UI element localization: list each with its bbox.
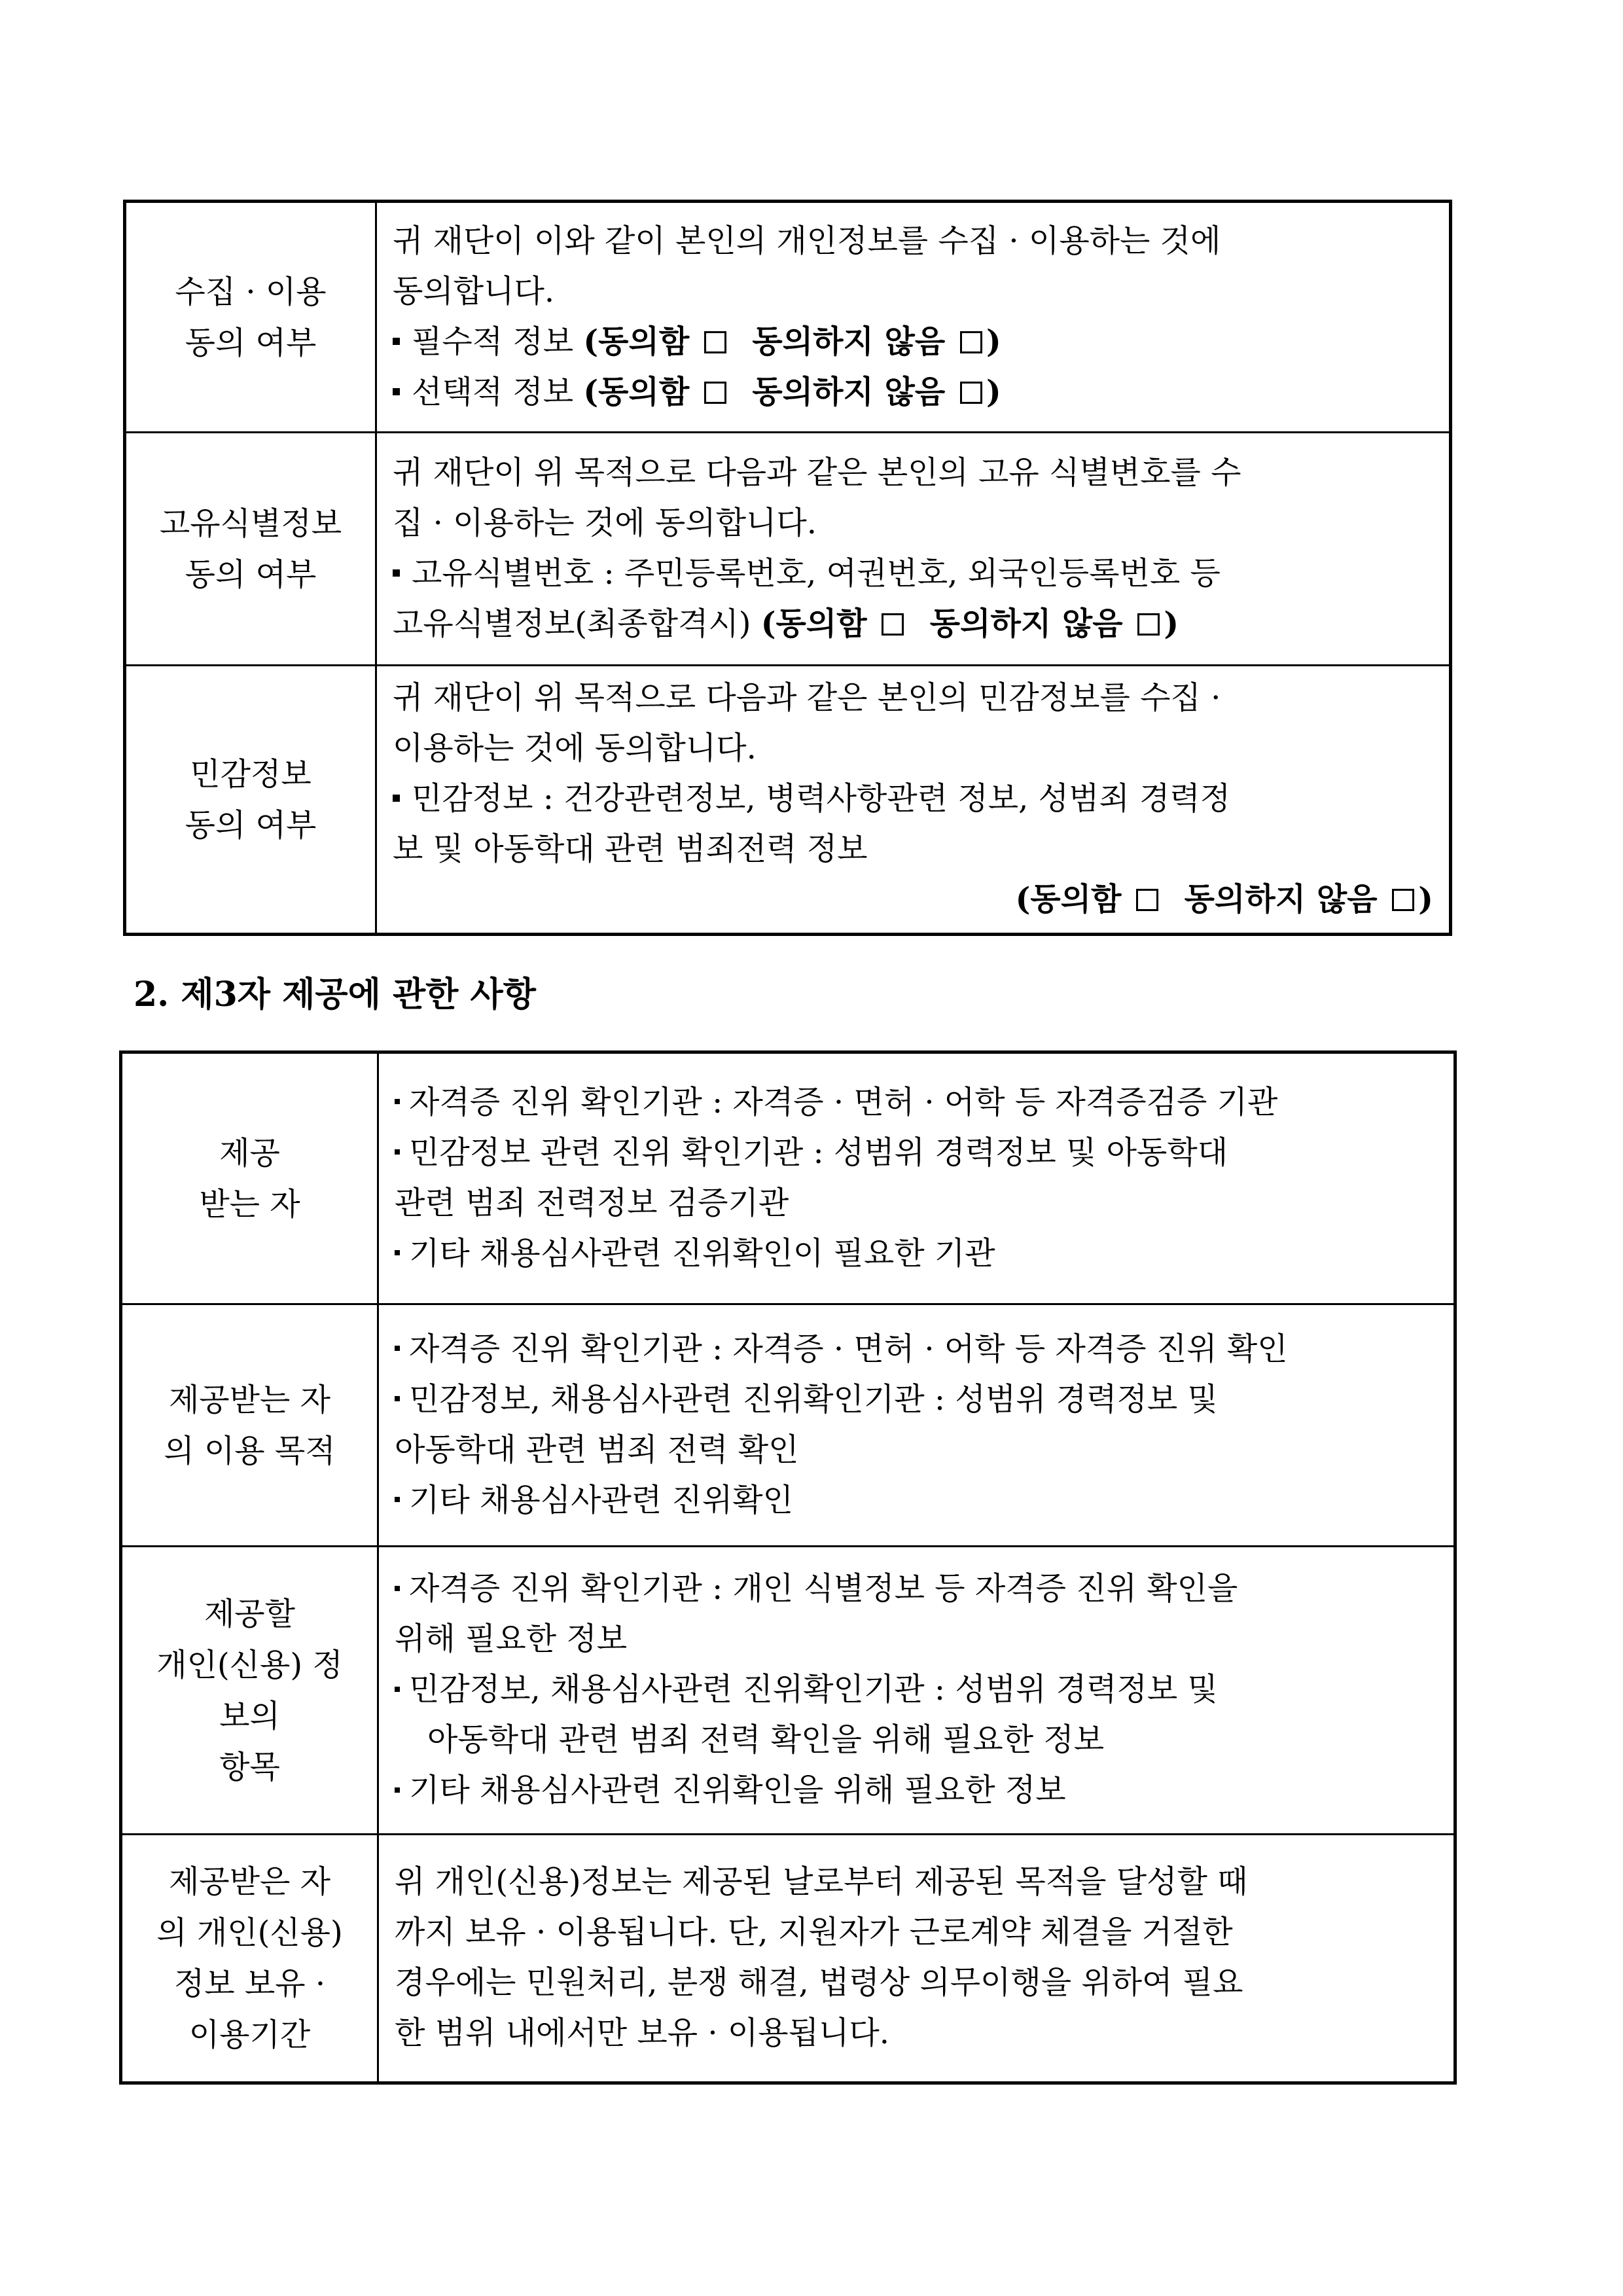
sensitive-consent-line: (동의함 동의하지 않음 ) [1015, 881, 1433, 918]
bullet-icon [395, 1250, 400, 1255]
table-row [121, 1304, 1455, 1547]
disagree-checkbox[interactable] [1392, 889, 1414, 911]
bullet-icon [395, 1687, 400, 1692]
bullet-icon [395, 1099, 400, 1104]
row-content: 자격증 진위 확인기관 : 자격증 · 면허 · 어학 등 자격증 진위 확인 민감정보, 채용심사관련 진위확인기관 : 성범위 경력정보 및 아동학대 관련 범죄 전력 확인 기타 채용심사관련 진위확인 [378, 1304, 1455, 1547]
bullet-icon [393, 569, 400, 577]
row-content: 자격증 진위 확인기관 : 자격증 · 면허 · 어학 등 자격증검증 기관 민감정보 관련 진위 확인기관 : 성범위 경력정보 및 아동학대 관련 범죄 전력정보 검증기관 기타 채용심사관련 진위확인이 필요한 기관 [378, 1052, 1455, 1304]
row-label: 제공받는 자 의 이용 목적 [121, 1304, 378, 1547]
row-content: 자격증 진위 확인기관 : 개인 식별정보 등 자격증 진위 확인을 위해 필요한 정보 민감정보, 채용심사관련 진위확인기관 : 성범위 경력정보 및 아동학대 관련 범죄 전력 확인을 위해 필요한 정보 기타 채용심사관련 진위확인을 위해 필요한 정보 [378, 1547, 1455, 1835]
bullet-icon [395, 1497, 400, 1502]
table-row [121, 1547, 1455, 1835]
disagree-checkbox[interactable] [960, 331, 982, 353]
provision-table [119, 1050, 1457, 2085]
bullet-icon [395, 1149, 400, 1155]
row-label: 민감정보 동의 여부 [125, 666, 376, 935]
row-content: 위 개인(신용)정보는 제공된 날로부터 제공된 목적을 달성할 때 까지 보유 · 이용됩니다. 단, 지원자가 근로계약 체결을 거절한 경우에는 민원처리, 분쟁 해결, 법령상 의무이행을 위하여 필요 한 범위 내에서만 보유 · 이용됩니다. [378, 1835, 1455, 2083]
consent-table [123, 200, 1452, 936]
agree-checkbox[interactable] [1136, 889, 1158, 911]
agree-checkbox[interactable] [882, 613, 904, 636]
unique-id-consent-line: 고유식별정보(최종합격시) (동의함 동의하지 않음 ) [393, 605, 1179, 642]
optional-consent-line: 선택적 정보 (동의함 동의하지 않음 ) [393, 367, 1433, 418]
row-content: 귀 재단이 위 목적으로 다음과 같은 본인의 고유 식별변호를 수 집 · 이용하는 것에 동의합니다. 고유식별번호 : 주민등록번호, 여권번호, 외국인등록번호 등 고유식별정보(최종합격시) (동의함 동의하지 않음 ) [376, 433, 1451, 666]
agree-checkbox[interactable] [704, 382, 726, 404]
table-row [121, 1835, 1455, 2083]
disagree-checkbox[interactable] [1137, 613, 1160, 636]
table-row [125, 666, 1451, 935]
row-label: 수집 · 이용 동의 여부 [125, 202, 376, 433]
table-row [125, 433, 1451, 666]
bullet-icon [395, 1787, 400, 1793]
required-consent-line: 필수적 정보 (동의함 동의하지 않음 ) [393, 317, 1433, 367]
row-label: 고유식별정보 동의 여부 [125, 433, 376, 666]
row-content: 귀 재단이 이와 같이 본인의 개인정보를 수집 · 이용하는 것에 동의합니다. 필수적 정보 (동의함 동의하지 않음 ) 선택적 정보 (동의함 동의하지 않음 ) [376, 202, 1451, 433]
table-row [121, 1052, 1455, 1304]
bullet-icon [393, 338, 400, 345]
row-label: 제공받은 자 의 개인(신용) 정보 보유 · 이용기간 [121, 1835, 378, 2083]
agree-checkbox[interactable] [704, 331, 726, 353]
section-heading: 2. 제3자 제공에 관한 사항 [134, 975, 536, 1014]
bullet-icon [393, 388, 400, 395]
row-label: 제공 받는 자 [121, 1052, 378, 1304]
row-label: 제공할 개인(신용) 정 보의 항목 [121, 1547, 378, 1835]
bullet-icon [393, 795, 400, 802]
row-content: 귀 재단이 위 목적으로 다음과 같은 본인의 민감정보를 수집 · 이용하는 것에 동의합니다. 민감정보 : 건강관련정보, 병력사항관련 정보, 성범죄 경력정 보 및 아동학대 관련 범죄전력 정보 (동의함 동의하지 않음 ) [376, 666, 1451, 935]
bullet-icon [395, 1346, 400, 1351]
bullet-icon [395, 1396, 400, 1401]
table-row [125, 202, 1451, 433]
disagree-checkbox[interactable] [960, 382, 982, 404]
bullet-icon [395, 1586, 400, 1591]
